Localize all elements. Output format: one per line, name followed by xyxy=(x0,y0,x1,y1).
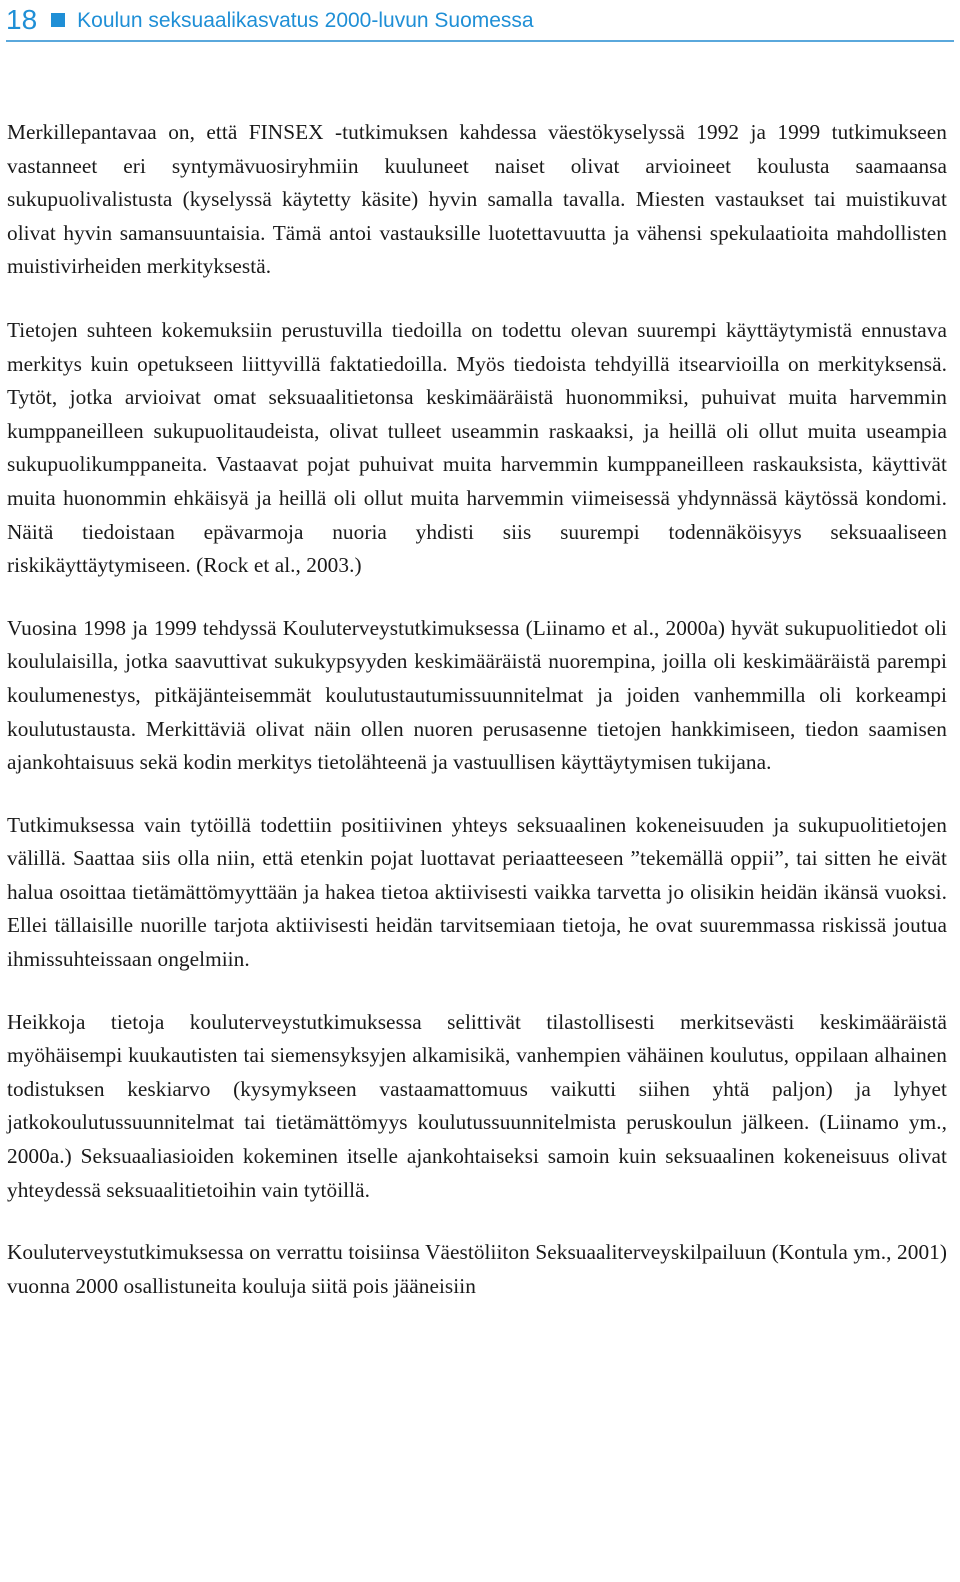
paragraph-school-health-survey: Vuosina 1998 ja 1999 tehdyssä Kouluterveystutkimuksessa (Liinamo et al., 2000a) hyvät sukupuolitiedot oli koululaisilla, jotka saavuttivat sukukypsyyden keskimääräistä nuorempina, joilla oli keskimääräistä parempi koulumenestys, pitkäjänteisemmät koulutustautumissuunnitelmat ja joiden vanhemmilla oli korkeampi koulutustausta. Merkittäviä olivat näin ollen nuoren perusasenne tietojen hankkimiseen, tiedon saamisen ajankohtaisuus sekä kodin merkitys tietolähteenä ja vastuullisen käyttäytymisen tukijana. xyxy=(7,615,947,775)
running-title: Koulun seksuaalikasvatus 2000-luvun Suomessa xyxy=(77,8,534,32)
paragraph-finsex: Merkillepantavaa on, että FINSEX -tutkimuksen kahdessa väestökyselyssä 1992 ja 1999 tutkimukseen vastanneet eri syntymävuosiryhmiin kuuluneet naiset olivat arvioineet koulusta saamaansa sukupuolivalistusta (kyselyssä käytetty käsite) hyvin samalla tavalla. Miesten vastaukset tai muistikuvat olivat hyvin samansuuntaisia. Tämä antoi vastauksille luotettavuutta ja vähensi spekulaatioita mahdollisten muistivirheiden merkityksestä. xyxy=(7,120,947,279)
paragraph-experience-knowledge: Tietojen suhteen kokemuksiin perustuvilla tiedoilla on todettu olevan suurempi käyttäytymistä ennustava merkitys kuin opetukseen liittyvillä faktatiedoilla. Myös tiedoista tehdyillä itsearvioilla on merkityksensä. Tytöt, jotka arvioivat omat seksuaalitietonsa keskimääräistä huonommiksi, puhuivat muita harvemmin kumppaneilleen sukupuolitaudeista, olivat tulleet useammin raskaaksi, ja heillä oli ollut muita useampia sukupuolikumppaneita. Vastaavat pojat puhuivat muita harvemmin kumppaneilleen raskauksista, käyttivät muita huonommin ehkäisyä ja heillä oli ollut muita harvemmin viimeisessä yhdynnässä käytössä kondomi. Näitä tiedoistaan epävarmoja nuoria yhdisti siis suurempi todennäköisyys seksuaaliseen riskikäyttäytymiseen. (Rock et al., 2003.) xyxy=(7,317,947,578)
body-text xyxy=(7,116,947,1332)
header-square-icon xyxy=(51,13,65,27)
paragraph-girls-positive-link: Tutkimuksessa vain tytöillä todettiin positiivinen yhteys seksuaalinen kokeneisuuden ja sukupuolitietojen välillä. Saattaa siis olla niin, että etenkin pojat luottavat periaatteeseen ”tekemällä oppii”, tai sitten he eivät halua osoittaa tietämättömyyttään ja hakea tietoa aktiivisesti vaikka tarvetta jo olisikin heidän ikänsä vuoksi. Ellei tällaisille nuorille tarjota aktiivisesti heidän tarvitsemiaan tietoja, he ovat suuremmassa riskissä joutua ihmissuhteissaan ongelmiin. xyxy=(7,812,947,972)
paragraph-competition-comparison: Kouluterveystutkimuksessa on verrattu toisiinsa Väestöliiton Seksuaaliterveyskilpailuun (Kontula ym., 2001) vuonna 2000 osallistuneita kouluja siitä pois jääneisiin xyxy=(7,1240,947,1298)
paragraph-weak-knowledge-factors: Heikkoja tietoja kouluterveystutkimuksessa selittivät tilastollisesti merkitsevästi keskimääräistä myöhäisempi kuukautisten tai siemensyksyjen alkamisikä, vanhempien vähäinen koulutus, oppilaan alhainen todistuksen keskiarvo (kysymykseen vastaamattomuus vaikutti siihen yhtä paljon) ja lyhyet jatkokoulutussuunnitelmat tai tietämättömyys koulutussuunnitelmista peruskoulun jälkeen. (Liinamo ym., 2000a.) Seksuaaliasioiden kokeminen itselle ajankohtaiseksi samoin kuin seksuaalinen kokeneisuus olivat yhteydessä seksuaalitietoihin vain tytöillä. xyxy=(7,1009,947,1202)
page-number: 18 xyxy=(6,4,38,35)
page-header xyxy=(6,0,954,42)
